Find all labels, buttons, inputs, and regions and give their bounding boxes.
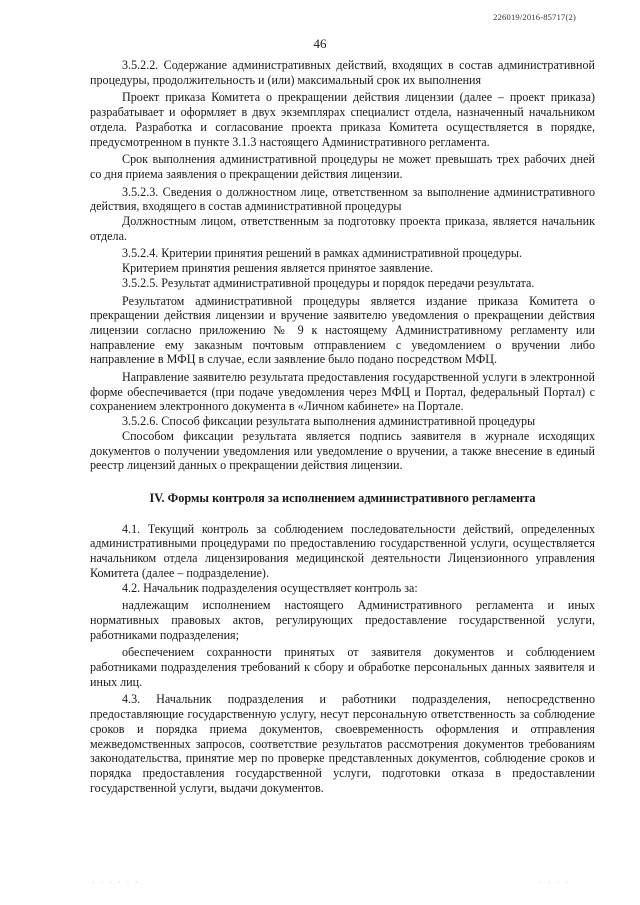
paragraph-3-5-2-4-title: 3.5.2.4. Критерии принятия решений в рамках административной процедуры. — [122, 246, 523, 261]
footer-scan-mark-right: · · · · — [539, 878, 570, 887]
paragraph-4-3: 4.3. Начальник подразделения и работники подразделения, непосредственно предоставляющие государственную услугу, несут персональную ответственность за соблюдение сроков и порядка приема документов, своевременность оформления и отправления межведомственных запросов, соответствие результатов рассмотрения документов требованиям законодательства, принятие мер по проверке представленных документов, соблюдение сроков и порядка предоставления государственной услуги, подготовки отказа в предоставлении государственной услуги, выдачи документов. — [90, 692, 595, 795]
footer-scan-mark-left: · · · · · · — [92, 878, 140, 887]
page-number: 46 — [313, 36, 327, 51]
paragraph-3-5-2-6-title: 3.5.2.6. Способ фиксации результата выполнения административной процедуры — [122, 414, 536, 429]
paragraph-4-2: 4.2. Начальник подразделения осуществляет контроль за: — [122, 580, 418, 595]
paragraph-result-recording: Способом фиксации результата является подпись заявителя в журнале исходящих документов о получении уведомления или уведомление о вручении, а также внесение в единый реестр лицензий данных о прекращении действия лицензии. — [90, 428, 595, 473]
paragraph-control-regulation: надлежащим исполнением настоящего Административного регламента и иных нормативных правовых актов, регулирующих предоставление государственной услуги, работниками подразделения; — [90, 598, 595, 642]
paragraph-control-documents: обеспечением сохранности принятых от заявителя документов и соблюдением работниками подразделения требований к сбору и обработке персональных данных заявителя и иных лиц. — [90, 645, 595, 689]
paragraph-procedure-result: Результатом административной процедуры является издание приказа Комитета о прекращении действия лицензии и вручение заявителю уведомления о прекращении действия лицензии согласно приложению № 9 к настоящему Административному регламенту или направление ему заказным почтовым отправлением с уведомлением о вручении либо направление в МФЦ в случае, если заявление было подано посредством МФЦ. — [90, 293, 595, 367]
paragraph-3-5-2-3-title: 3.5.2.3. Сведения о должностном лице, ответственном за выполнение административного действия, входящего в состав административной процедуры — [90, 184, 595, 214]
paragraph-4-1: 4.1. Текущий контроль за соблюдением последовательности действий, определенных административными процедурами по предоставлению государственной услуги, осуществляется начальником отдела лицензирования медицинской деятельности Лицензионного управления Комитета (далее – подразделение). — [90, 521, 595, 580]
document-body — [90, 58, 595, 795]
paragraph-electronic-result: Направление заявителю результата предоставления государственной услуги в электронной форме обеспечивается (при подаче уведомления через МФЦ и Портал, федеральный Портал) с сохранением электронного документа в «Личном кабинете» на Портале. — [90, 370, 595, 414]
paragraph-procedure-term: Срок выполнения административной процедуры не может превышать трех рабочих дней со дня приема заявления о прекращении действия лицензии. — [90, 152, 595, 181]
document-registration-number: 226019/2016-85717(2) — [493, 12, 576, 22]
paragraph-3-5-2-5-title: 3.5.2.5. Результат административной процедуры и порядок передачи результата. — [122, 275, 535, 290]
section-heading-iv: IV. Формы контроля за исполнением административного регламента — [149, 490, 536, 505]
paragraph-decision-criterion: Критерием принятия решения является принятое заявление. — [122, 261, 433, 276]
paragraph-3-5-2-2-title: 3.5.2.2. Содержание административных действий, входящих в состав административной процедуры, продолжительность и (или) максимальный срок их выполнения — [90, 58, 595, 87]
paragraph-draft-order: Проект приказа Комитета о прекращении действия лицензии (далее – проект приказа) разрабатывает и оформляет в двух экземплярах специалист отдела, назначенный начальником отдела. Разработка и согласование проекта приказа Комитета осуществляется в порядке, предусмотренном в пункте 3.1.3 настоящего Административного регламента. — [90, 90, 595, 149]
paragraph-responsible-official: Должностным лицом, ответственным за подготовку проекта приказа, является начальник отдела. — [90, 214, 595, 243]
